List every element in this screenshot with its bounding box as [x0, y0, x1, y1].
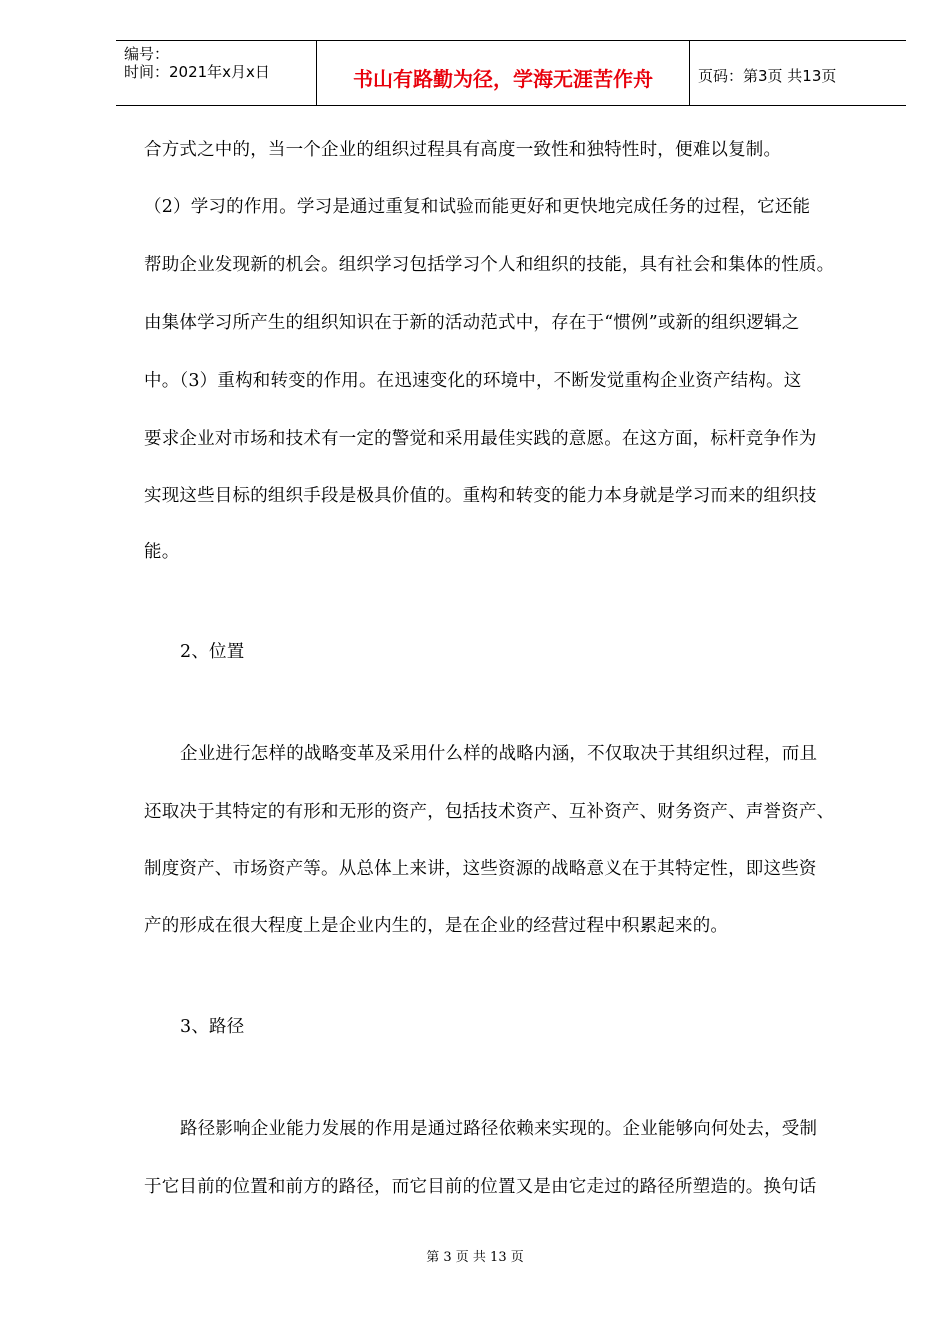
body-line: 能。	[144, 542, 180, 562]
header-motto: 书山有路勤为径，学海无涯苦作舟	[353, 67, 653, 91]
body-line: 产的形成在很大程度上是企业内生的，是在企业的经营过程中积累起来的。	[144, 916, 729, 936]
header-page-number: 页码：第3页 共13页	[698, 67, 837, 85]
body-line: 要求企业对市场和技术有一定的警觉和采用最佳实践的意愿。在这方面，标杆竞争作为	[144, 429, 817, 449]
body-line: 制度资产、市场资产等。从总体上来讲，这些资源的战略意义在于其特定性，即这些资	[144, 859, 817, 879]
body-line: 于它目前的位置和前方的路径，而它目前的位置又是由它走过的路径所塑造的。换句话	[144, 1177, 817, 1197]
header-meta-cell	[116, 41, 316, 105]
document-code-label: 编号：	[124, 45, 170, 63]
section-heading: 2、位置	[180, 642, 245, 662]
body-line: （2）学习的作用。学习是通过重复和试验而能更好和更快地完成任务的过程，它还能	[144, 197, 811, 217]
document-time-label: 时间：2021年x月x日	[124, 63, 270, 81]
body-line: 路径影响企业能力发展的作用是通过路径依赖来实现的。企业能够向何处去，受制	[180, 1119, 818, 1139]
header-motto-cell	[316, 41, 690, 105]
page-header	[116, 40, 906, 106]
section-heading: 3、路径	[180, 1017, 245, 1037]
body-line: 企业进行怎样的战略变革及采用什么样的战略内涵，不仅取决于其组织过程，而且	[180, 744, 818, 764]
body-line: 还取决于其特定的有形和无形的资产，包括技术资产、互补资产、财务资产、声誉资产、	[144, 802, 835, 822]
body-line: 合方式之中的，当一个企业的组织过程具有高度一致性和独特性时，便难以复制。	[144, 140, 782, 160]
body-line: 由集体学习所产生的组织知识在于新的活动范式中，存在于“惯例”或新的组织逻辑之	[144, 313, 800, 333]
body-line: 中。（3）重构和转变的作用。在迅速变化的环境中，不断发觉重构企业资产结构。这	[144, 371, 802, 391]
header-page-cell	[690, 41, 906, 105]
body-line: 实现这些目标的组织手段是极具价值的。重构和转变的能力本身就是学习而来的组织技	[144, 486, 817, 506]
page-footer-number: 第 3 页 共 13 页	[426, 1250, 524, 1265]
body-line: 帮助企业发现新的机会。组织学习包括学习个人和组织的技能，具有社会和集体的性质。	[144, 255, 835, 275]
